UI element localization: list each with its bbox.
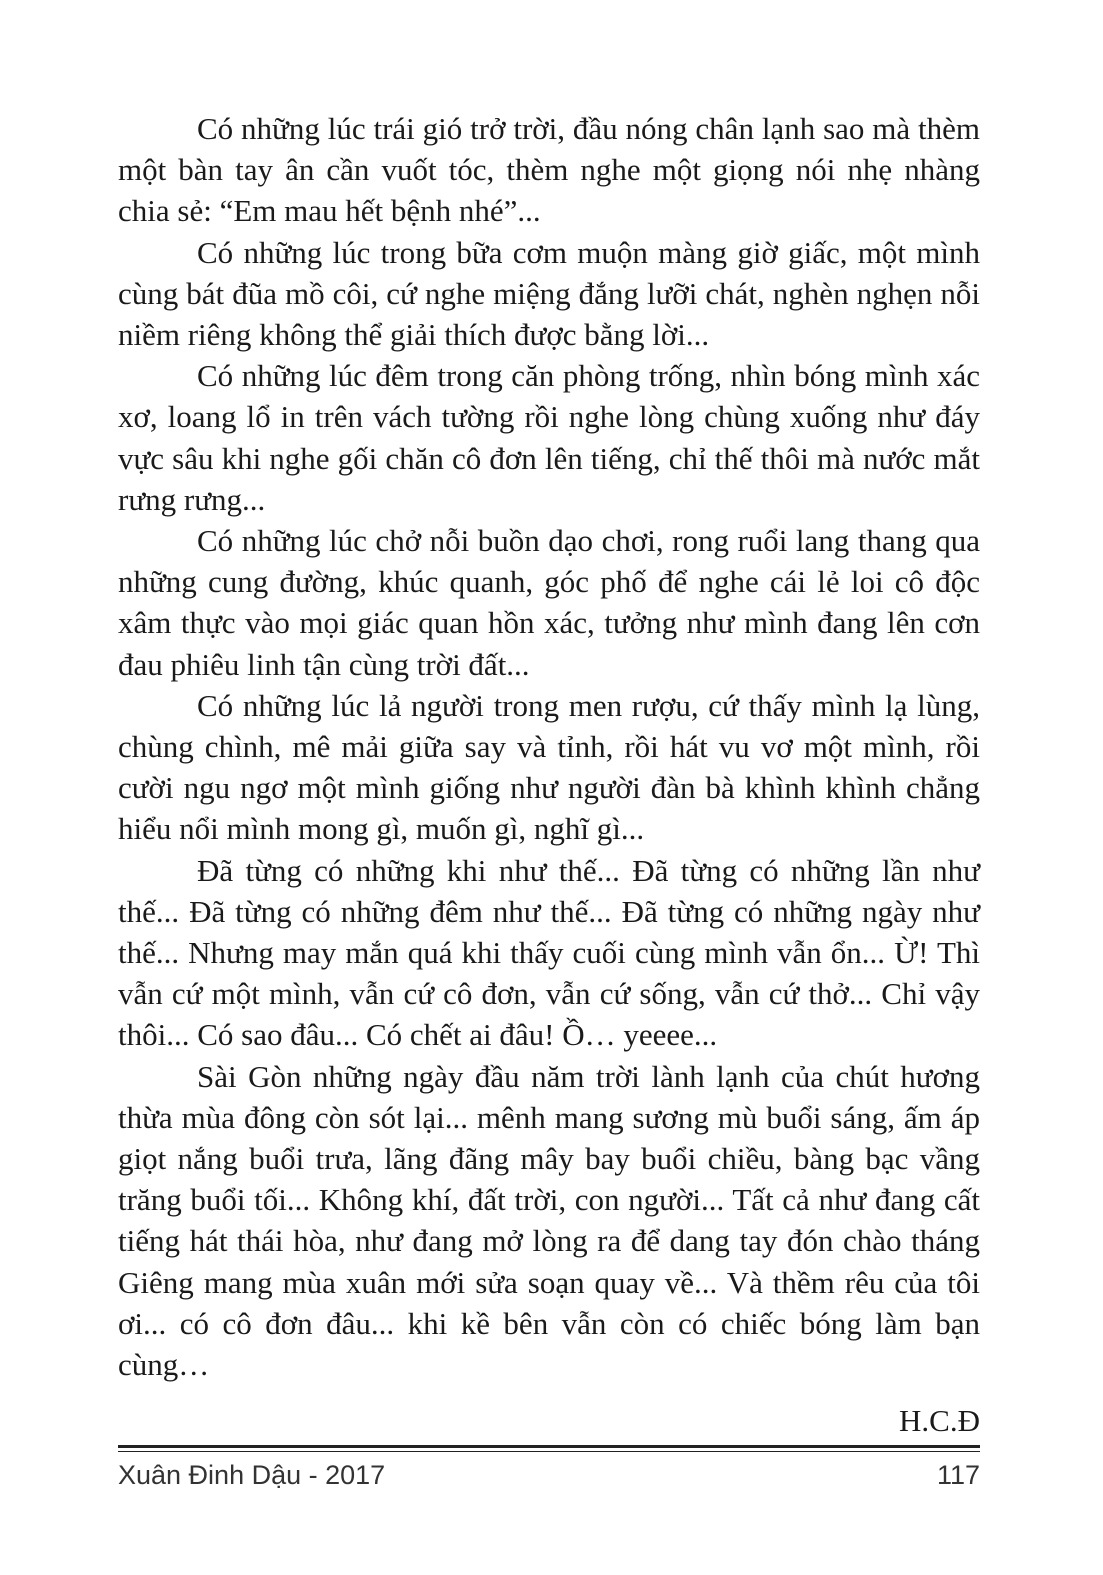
footer-publication-title: Xuân Đinh Dậu - 2017	[118, 1460, 386, 1490]
paragraph: Có những lúc trong bữa cơm muộn màng giờ giấc, một mình cùng bát đũa mồ côi, cứ nghe miệng đắng lưỡi chát, nghèn nghẹn nỗi niềm riêng không thể giải thích được bằng lời...	[118, 234, 980, 353]
paragraph: Có những lúc lả người trong men rượu, cứ thấy mình lạ lùng, chùng chình, mê mải giữa say và tỉnh, rồi hát vu vơ một mình, rồi cười ngu ngơ một mình giống như người đàn bà khình khình chẳng hiểu nổi mình mong gì, muốn gì, nghĩ gì...	[118, 687, 980, 847]
body-text	[118, 108, 980, 1385]
paragraph: Sài Gòn những ngày đầu năm trời lành lạnh của chút hương thừa mùa đông còn sót lại... mênh mang sương mù buổi sáng, ấm áp giọt nắng buổi trưa, lãng đãng mây bay buổi chiều, bàng bạc vầng trăng buổi tối... Không khí, đất trời, con người... Tất cả như đang cất tiếng hát thái hòa, như đang mở lòng ra để dang tay đón chào tháng Giêng mang mùa xuân mới sửa soạn quay về... Và thềm rêu của tôi ơi... có cô đơn đâu... khi kề bên vẫn còn có chiếc bóng làm bạn cùng…	[118, 1058, 980, 1383]
paragraph: Có những lúc chở nỗi buồn dạo chơi, rong ruổi lang thang qua những cung đường, khúc quanh, góc phố để nghe cái lẻ loi cô độc xâm thực vào mọi giác quan hồn xác, tưởng như mình đang lên cơn đau phiêu linh tận cùng trời đất...	[118, 523, 980, 682]
footer-divider-thin	[118, 1451, 980, 1452]
author-signature: H.C.Đ	[899, 1403, 980, 1438]
paragraph: Có những lúc đêm trong căn phòng trống, nhìn bóng mình xác xơ, loang lổ in trên vách tường rồi nghe lòng chùng xuống như đáy vực sâu khi nghe gối chăn cô đơn lên tiếng, chỉ thế thôi mà nước mắt rưng rưng...	[118, 358, 980, 517]
paragraph: Đã từng có những khi như thế... Đã từng có những lần như thế... Đã từng có những đêm như thế... Đã từng có những ngày như thế... Nhưng may mắn quá khi thấy cuối cùng mình vẫn ổn... Ừ! Thì vẫn cứ một mình, vẫn cứ cô đơn, vẫn cứ sống, vẫn cứ thở... Chỉ vậy thôi... Có sao đâu... Có chết ai đâu! Ồ… yeeee...	[118, 852, 980, 1053]
footer-divider-thick	[118, 1445, 980, 1448]
paragraph: Có những lúc trái gió trở trời, đầu nóng chân lạnh sao mà thèm một bàn tay ân cần vuốt tóc, thèm nghe một giọng nói nhẹ nhàng chia sẻ: “Em mau hết bệnh nhé”...	[118, 111, 980, 229]
page-number: 117	[936, 1460, 980, 1490]
